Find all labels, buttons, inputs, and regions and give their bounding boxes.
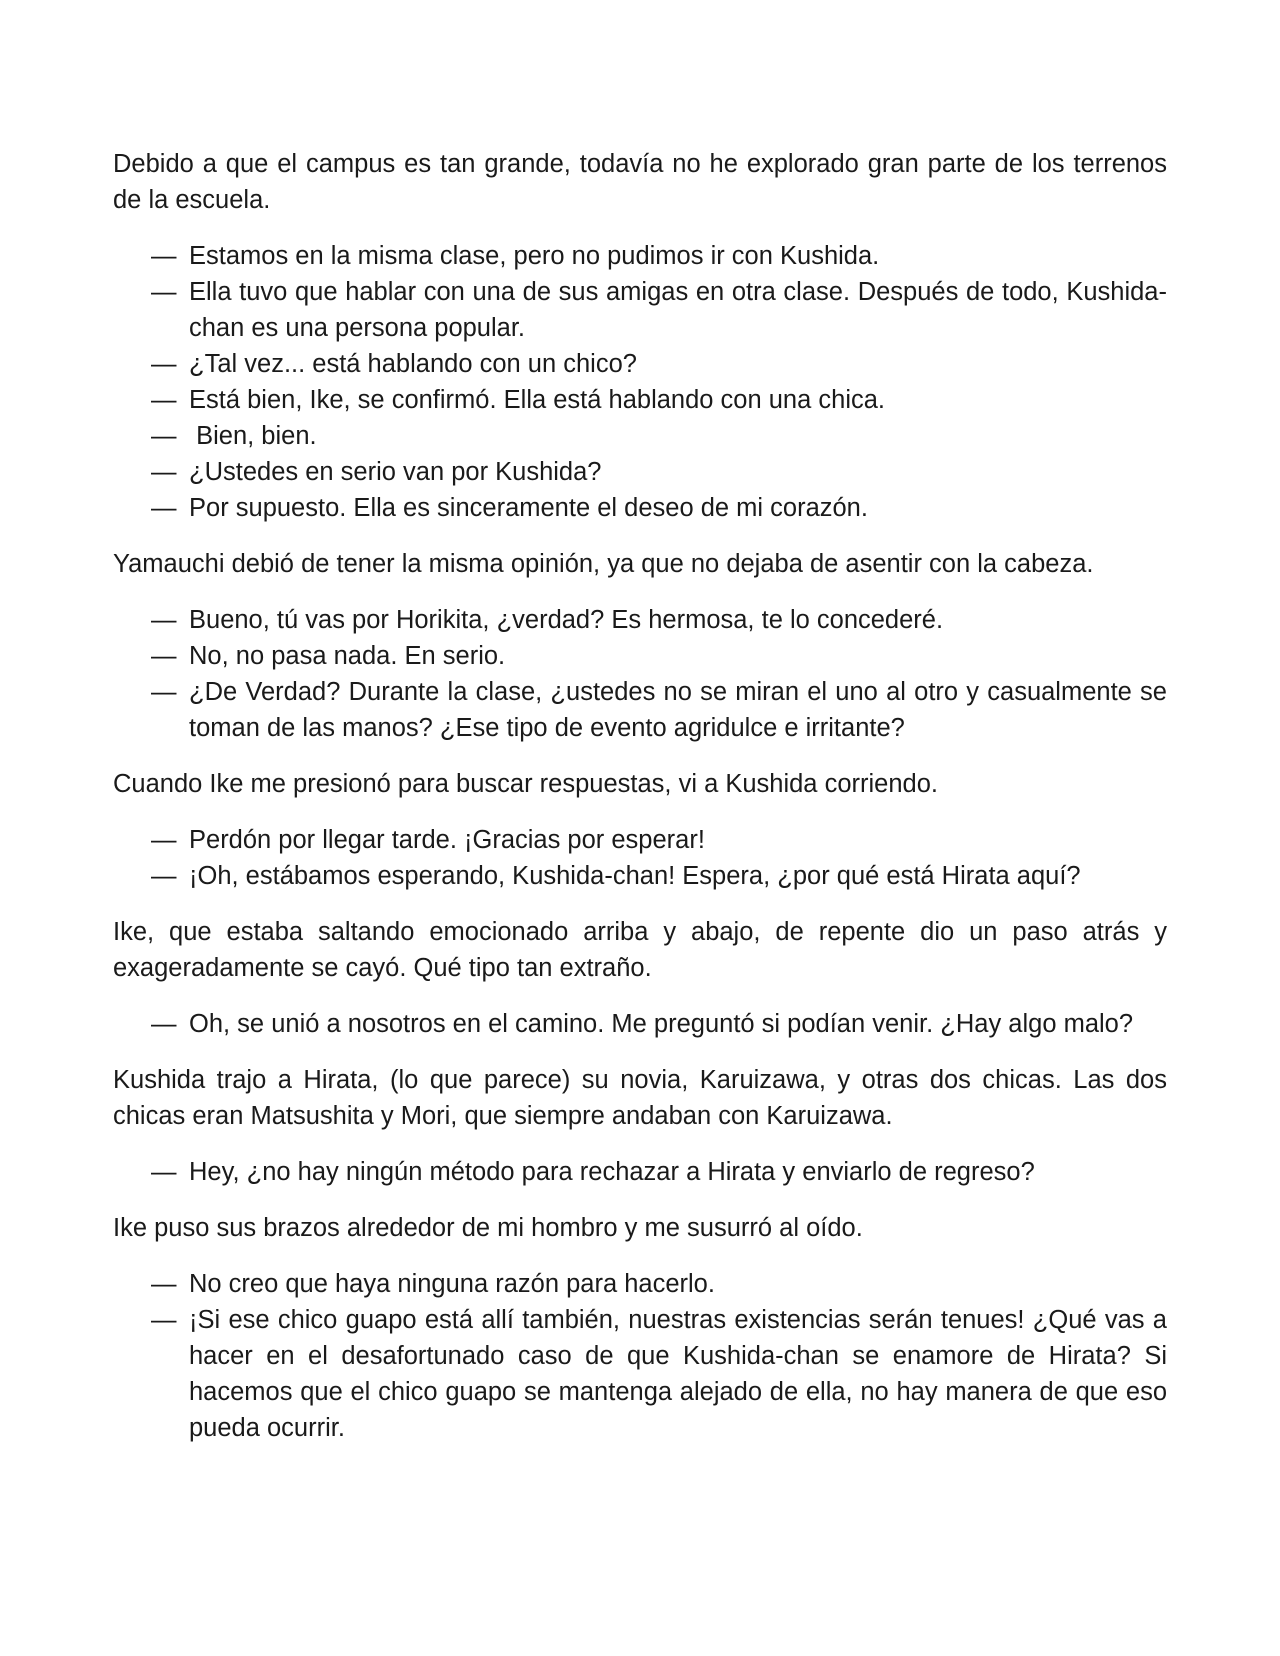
dialogue-line: — No, no pasa nada. En serio. bbox=[113, 638, 1167, 674]
document-page bbox=[113, 146, 1167, 1466]
dialogue-block bbox=[113, 1006, 1167, 1042]
dialogue-dash: — bbox=[151, 386, 177, 414]
narration-paragraph: Kushida trajo a Hirata, (lo que parece) su novia, Karuizawa, y otras dos chicas. Las dos chicas eran Matsushita y Mori, que siempre andaban con Karuizawa. bbox=[113, 1066, 1167, 1130]
dialogue-line: — Oh, se unió a nosotros en el camino. Me preguntó si podían venir. ¿Hay algo malo? bbox=[113, 1006, 1167, 1042]
dialogue-line: — Por supuesto. Ella es sinceramente el deseo de mi corazón. bbox=[113, 490, 1167, 526]
dialogue-line: — Ella tuvo que hablar con una de sus amigas en otra clase. Después de todo, Kushida-chan es una persona popular. bbox=[113, 274, 1167, 346]
dialogue-dash: — bbox=[151, 1270, 177, 1298]
dialogue-dash: — bbox=[151, 678, 177, 706]
dialogue-dash: — bbox=[151, 826, 177, 854]
dialogue-dash: — bbox=[151, 350, 177, 378]
narration-paragraph: Yamauchi debió de tener la misma opinión, ya que no dejaba de asentir con la cabeza. bbox=[113, 550, 1094, 578]
dialogue-dash: — bbox=[151, 1010, 177, 1038]
dialogue-dash: — bbox=[151, 422, 177, 450]
dialogue-line: — ¡Oh, estábamos esperando, Kushida-chan! Espera, ¿por qué está Hirata aquí? bbox=[113, 858, 1167, 894]
dialogue-block bbox=[113, 602, 1167, 746]
dialogue-line: — Perdón por llegar tarde. ¡Gracias por esperar! bbox=[113, 822, 1167, 858]
dialogue-line: — No creo que haya ninguna razón para hacerlo. bbox=[113, 1266, 1167, 1302]
dialogue-dash: — bbox=[151, 494, 177, 522]
dialogue-block bbox=[113, 1154, 1167, 1190]
dialogue-line: — Bien, bien. bbox=[113, 418, 1167, 454]
dialogue-line: — Hey, ¿no hay ningún método para rechazar a Hirata y enviarlo de regreso? bbox=[113, 1154, 1167, 1190]
dialogue-dash: — bbox=[151, 242, 177, 270]
narration-paragraph: Cuando Ike me presionó para buscar respuestas, vi a Kushida corriendo. bbox=[113, 770, 938, 798]
dialogue-line: — Está bien, Ike, se confirmó. Ella está hablando con una chica. bbox=[113, 382, 1167, 418]
dialogue-block bbox=[113, 822, 1167, 894]
dialogue-dash: — bbox=[151, 606, 177, 634]
dialogue-block bbox=[113, 238, 1167, 526]
dialogue-dash: — bbox=[151, 862, 177, 890]
dialogue-line: — ¿De Verdad? Durante la clase, ¿ustedes no se miran el uno al otro y casualmente se toman de las manos? ¿Ese tipo de evento agridulce e irritante? bbox=[113, 674, 1167, 746]
narration-paragraph: Debido a que el campus es tan grande, todavía no he explorado gran parte de los terrenos de la escuela. bbox=[113, 150, 1167, 214]
dialogue-dash: — bbox=[151, 278, 177, 306]
dialogue-line: — Bueno, tú vas por Horikita, ¿verdad? Es hermosa, te lo concederé. bbox=[113, 602, 1167, 638]
dialogue-line: — ¡Si ese chico guapo está allí también, nuestras existencias serán tenues! ¿Qué vas a hacer en el desafortunado caso de que Kushida-chan se enamore de Hirata? Si hacemos que el chico guapo se mantenga alejado de ella, no hay manera de que eso pueda ocurrir. bbox=[113, 1302, 1167, 1446]
dialogue-line: — Estamos en la misma clase, pero no pudimos ir con Kushida. bbox=[113, 238, 1167, 274]
dialogue-line: — ¿Ustedes en serio van por Kushida? bbox=[113, 454, 1167, 490]
narration-paragraph: Ike puso sus brazos alrededor de mi hombro y me susurró al oído. bbox=[113, 1214, 863, 1242]
dialogue-dash: — bbox=[151, 642, 177, 670]
dialogue-dash: — bbox=[151, 458, 177, 486]
dialogue-dash: — bbox=[151, 1158, 177, 1186]
dialogue-block bbox=[113, 1266, 1167, 1446]
dialogue-dash: — bbox=[151, 1306, 177, 1334]
narration-paragraph: Ike, que estaba saltando emocionado arriba y abajo, de repente dio un paso atrás y exageradamente se cayó. Qué tipo tan extraño. bbox=[113, 918, 1167, 982]
dialogue-line: — ¿Tal vez... está hablando con un chico? bbox=[113, 346, 1167, 382]
